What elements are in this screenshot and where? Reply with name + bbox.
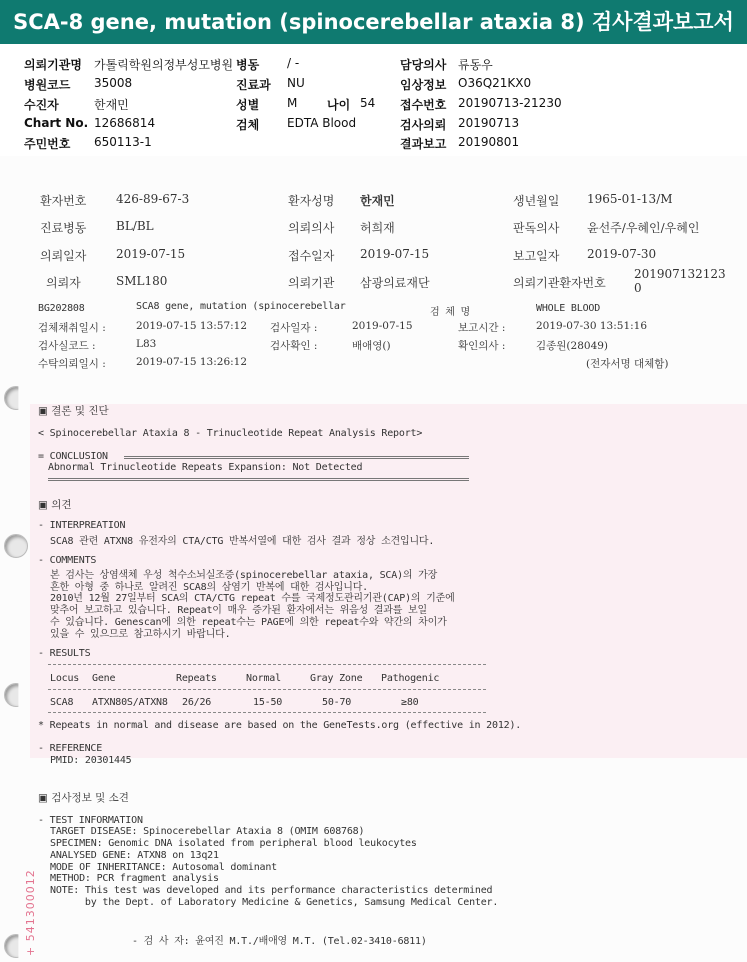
conclusion-rule-bottom — [48, 478, 469, 481]
interp-text: SCA8 관련 ATXN8 유전자의 CTA/CTG 반복서열에 대한 검사 결과 정상 소견입니다. — [50, 536, 435, 547]
specimen: EDTA Blood — [287, 116, 357, 130]
test-info-line: TARGET DISEASE: Spinocerebellar Ataxia 8 (OMIM 608768) — [50, 826, 365, 837]
resident-no: 650113-1 — [94, 135, 152, 149]
test-request-date: 20190713 — [458, 116, 520, 130]
results-cell-gene: ATXN80S/ATXN8 — [92, 697, 168, 708]
reference-text: PMID: 20301445 — [50, 755, 132, 766]
label-patient: 수진자 — [24, 98, 59, 112]
comment-line: 수 있습니다. Genescan에 의한 repeat수는 PAGE에 의한 repeat수와 약간의 차이가 — [50, 617, 447, 628]
specimen-name: WHOLE BLOOD — [536, 303, 601, 314]
ward2: BL/BL — [116, 219, 154, 233]
results-col-locus: Locus — [50, 673, 80, 684]
clinical-info: O36Q21KX0 — [458, 76, 532, 90]
label-report-time: 보고시간 : — [458, 322, 506, 334]
results-rule-top — [48, 664, 486, 665]
comment-line: 2010년 12월 27일부터 SCA의 CTA/CTG repeat 수를 국제정도관리기관(CAP)의 기준에 — [50, 593, 455, 604]
label-req-inst: 의뢰기관 — [288, 276, 335, 290]
label-dob: 생년월일 — [513, 194, 560, 208]
label-recv-date: 접수일자 — [288, 249, 335, 263]
info-heading: ▣ 검사정보 및 소견 — [38, 792, 129, 804]
test-info-line: METHOD: PCR fragment analysis — [50, 873, 219, 884]
barcode-stamp: + 541300012 — [24, 869, 37, 956]
requesting-institution: 가톨릭학원의정부성모병원 — [94, 58, 234, 72]
report-time: 2019-07-30 13:51:16 — [536, 320, 648, 332]
report-patient-name: 한재민 — [360, 194, 395, 208]
results-cell-grayzone: 50-70 — [322, 697, 352, 708]
comment-line: 있을 수 있으므로 참고하시기 바랍니다. — [50, 629, 231, 640]
results-note: * Repeats in normal and disease are based on the GeneTests.org (effective in 2012). — [38, 720, 522, 731]
label-age: 나이 — [327, 98, 351, 112]
age: 54 — [360, 96, 376, 110]
opinion-heading: ▣ 의견 — [38, 499, 72, 511]
label-report-date: 보고일자 — [513, 249, 560, 263]
comment-line: 본 검사는 상염색체 우성 척수소뇌실조증(spinocerebellar ataxia, SCA)의 가장 — [50, 570, 438, 581]
test-name: SCA8 gene, mutation (spinocerebellar — [136, 301, 346, 312]
collect: 2019-07-15 13:57:12 — [136, 320, 248, 332]
conclusion-text: Abnormal Trinucleotide Repeats Expansion: Not Detected — [48, 462, 363, 473]
label-lab-code: 검사실코드 : — [38, 340, 96, 352]
comments-label: - COMMENTS — [38, 555, 97, 566]
test-info-line: MODE OF INHERITANCE: Autosomal dominant — [50, 862, 277, 873]
label-test-request: 검사의뢰 — [400, 118, 447, 132]
patient-name: 한재민 — [94, 98, 129, 112]
conclusion-label: = CONCLUSION — [38, 451, 108, 462]
req-inst: 삼광의료재단 — [360, 276, 430, 290]
received: 2019-07-15 13:26:12 — [136, 356, 248, 368]
results-label: - RESULTS — [38, 648, 91, 659]
reference-label: - REFERENCE — [38, 743, 103, 754]
comment-line: 맞추어 보고하고 있습니다. Repeat이 매우 증가된 환자에서는 위음성 결과를 보일 — [50, 605, 427, 616]
results-col-normal: Normal — [246, 673, 281, 684]
label-hospital-code: 병원코드 — [24, 78, 71, 92]
results-rule-mid — [48, 689, 486, 690]
results-rule-bottom — [48, 712, 486, 713]
label-collect: 검체채취일시 : — [38, 322, 106, 334]
label-inst-pt-no: 의뢰기관환자번호 — [513, 276, 606, 290]
recv-date: 2019-07-15 — [360, 247, 430, 261]
ward-value: / - — [287, 56, 300, 70]
lab-code: L83 — [136, 338, 157, 350]
patient-no: 426-89-67-3 — [116, 192, 190, 206]
results-col-gene: Gene — [92, 673, 116, 684]
conclusion-rule — [124, 456, 469, 459]
esign-note: (전자서명 대체함) — [586, 358, 669, 370]
test-info-line: SPECIMEN: Genomic DNA isolated from peripheral blood leukocytes — [50, 838, 417, 849]
label-attending: 담당의사 — [400, 58, 447, 72]
sex: M — [287, 96, 298, 110]
receipt-no: 20190713-21230 — [458, 96, 562, 110]
results-col-grayzone: Gray Zone — [310, 673, 363, 684]
label-patient-name: 환자성명 — [288, 194, 335, 208]
label-sex: 성별 — [236, 98, 260, 112]
test-info-label: - TEST INFORMATION — [38, 815, 143, 826]
results-cell-repeats: 26/26 — [182, 697, 212, 708]
label-specimen: 검체 — [236, 118, 260, 132]
punch-hole-icon — [4, 534, 28, 558]
label-clinical-info: 임상정보 — [400, 78, 447, 92]
results-col-repeats: Repeats — [176, 673, 217, 684]
label-requester: 의뢰자 — [46, 276, 81, 290]
dob: 1965-01-13/M — [587, 192, 673, 206]
doctor: 허희재 — [360, 221, 395, 235]
attending-physician: 류동우 — [458, 58, 493, 72]
test-date: 2019-07-15 — [352, 320, 413, 332]
label-confirm: 검사확인 : — [270, 340, 318, 352]
test-info-line: by the Dept. of Laboratory Medicine & Genetics, Samsung Medical Center. — [50, 897, 499, 908]
inst-pt-no: 201907132123 — [634, 267, 726, 281]
label-requesting-institution: 의뢰기관명 — [24, 58, 82, 72]
chart-no: 12686814 — [94, 116, 156, 130]
test-code: BG202808 — [38, 303, 85, 314]
interp-label: - INTERPREATION — [38, 520, 126, 531]
confirm: 배애영() — [352, 340, 391, 352]
label-ward2: 진료병동 — [40, 221, 87, 235]
label-patient-no: 환자번호 — [40, 194, 87, 208]
result-heading: ▣ 결론 및 진단 — [38, 405, 109, 417]
label-test-date: 검사일자 : — [270, 322, 318, 334]
hospital-code: 35008 — [94, 76, 133, 90]
label-confirmer: 확인의사 : — [458, 340, 506, 352]
label-ward: 병동 — [236, 58, 260, 72]
confirmer: 김종원(28049) — [536, 340, 609, 352]
signer-line: - 검 사 자: 윤여진 M.T./배애영 M.T. (Tel.02-3410-6811) — [132, 936, 427, 947]
comment-line: 흔한 아형 중 하나로 알려진 SCA8의 삼염기 반복에 대한 검사입니다. — [50, 582, 368, 593]
label-doctor: 의뢰의사 — [288, 221, 335, 235]
label-reader: 판독의사 — [513, 221, 560, 235]
label-resident-no: 주민번호 — [24, 137, 71, 151]
report-title-banner: SCA-8 gene, mutation (spinocerebellar ataxia 8) 검사결과보고서 — [0, 0, 747, 44]
department: NU — [287, 76, 305, 90]
results-cell-locus: SCA8 — [50, 697, 74, 708]
test-info-line: ANALYSED GENE: ATXN8 on 13q21 — [50, 850, 219, 861]
label-receipt-no: 접수번호 — [400, 98, 447, 112]
requester: SML180 — [116, 274, 168, 288]
req-date: 2019-07-15 — [116, 247, 186, 261]
label-department: 진료과 — [236, 78, 271, 92]
test-info-line: NOTE: This test was developed and its performance characteristics determined — [50, 885, 493, 896]
report-date: 2019-07-30 — [587, 247, 657, 261]
label-received: 수탁의뢰일시 : — [38, 358, 106, 370]
results-cell-normal: 15-50 — [253, 697, 283, 708]
reader: 윤선주/우혜인/우혜인 — [587, 221, 700, 235]
results-cell-pathogenic: ≥80 — [401, 697, 419, 708]
label-specimen-name: 검 체 명 — [430, 307, 471, 318]
inst-pt-no-cont: 0 — [634, 281, 642, 295]
label-result-report: 결과보고 — [400, 137, 447, 151]
report-subtitle: < Spinocerebellar Ataxia 8 - Trinucleotide Repeat Analysis Report> — [38, 428, 423, 439]
label-req-date: 의뢰일자 — [40, 249, 87, 263]
label-chart-no: Chart No. — [24, 116, 89, 130]
result-report-date: 20190801 — [458, 135, 520, 149]
results-col-pathogenic: Pathogenic — [381, 673, 440, 684]
